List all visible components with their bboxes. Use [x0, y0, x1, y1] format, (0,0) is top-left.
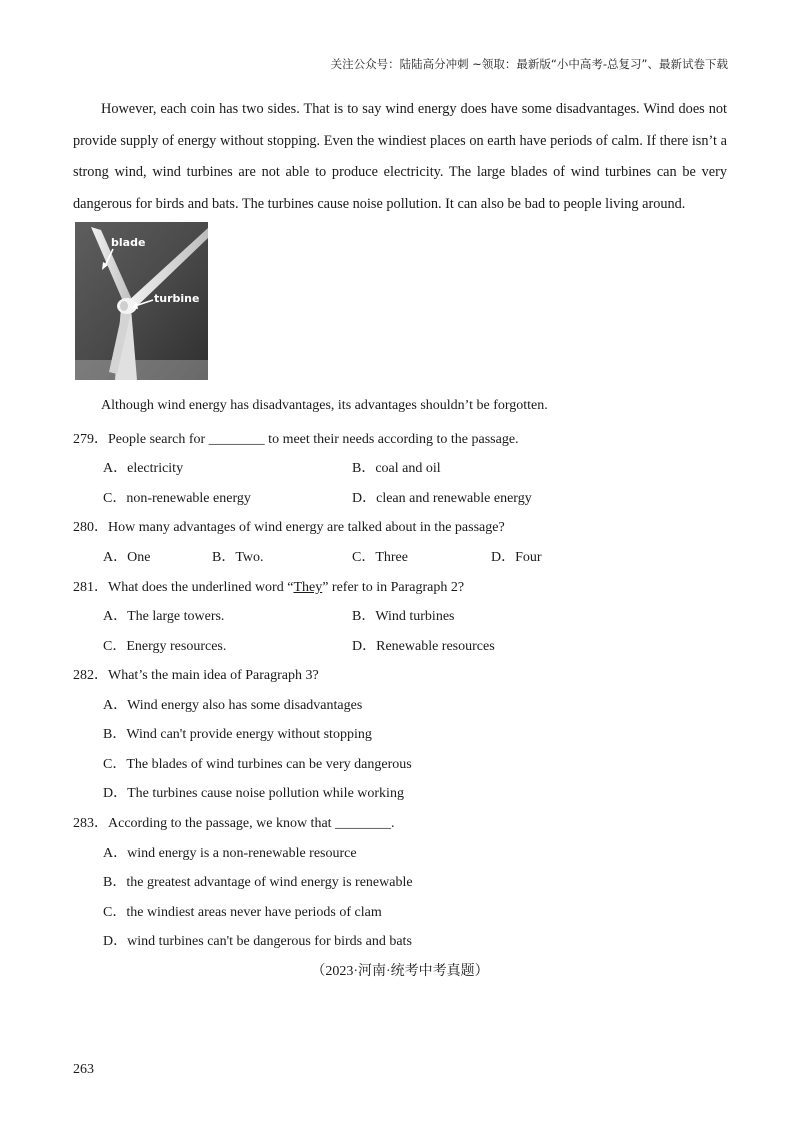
question-280-option-c[interactable]: C．Three — [352, 550, 408, 565]
question-283-option-b[interactable]: B．the greatest advantage of wind energy is renewable — [103, 875, 413, 890]
question-281-option-b[interactable]: B．Wind turbines — [352, 609, 455, 624]
question-279-option-a[interactable]: A．electricity — [103, 461, 184, 476]
question-282-stem: 282．What’s the main idea of Paragraph 3? — [73, 668, 319, 683]
question-281-option-d[interactable]: D．Renewable resources — [352, 639, 495, 654]
question-279-option-b[interactable]: B．coal and oil — [352, 461, 441, 476]
question-280-option-b[interactable]: B．Two. — [212, 550, 264, 565]
question-282-option-d[interactable]: D．The turbines cause noise pollution while working — [103, 786, 404, 801]
question-283-option-a[interactable]: A．wind energy is a non-renewable resource — [103, 846, 357, 861]
question-280-option-a[interactable]: A．One — [103, 550, 151, 565]
question-280-option-d[interactable]: D．Four — [491, 550, 542, 565]
question-281-underlined-word: They — [293, 580, 323, 595]
question-281-stem-pre: 281．What does the underlined word “ — [73, 580, 294, 595]
question-282-option-a[interactable]: A．Wind energy also has some disadvantages — [103, 698, 363, 713]
question-281-stem — [73, 576, 464, 596]
wind-turbine-image — [75, 222, 208, 380]
question-281-option-a[interactable]: A．The large towers. — [103, 609, 225, 624]
question-281-stem-post: ” refer to in Paragraph 2? — [322, 580, 465, 595]
question-280-stem: 280．How many advantages of wind energy are talked about in the passage? — [73, 520, 505, 535]
question-283-option-d[interactable]: D．wind turbines can't be dangerous for birds and bats — [103, 934, 412, 949]
question-283-option-c[interactable]: C．the windiest areas never have periods of clam — [103, 905, 382, 920]
turbine-label: turbine — [154, 292, 200, 305]
passage-text: However, each coin has two sides. That is to say wind energy does have some disadvantages. Wind does not provide supply of energy without stopping. Even the windiest places on earth have periods of calm. If there isn’t a strong wind, wind turbines are not able to produce electricity. The large blades of wind turbines can be very dangerous for birds and bats. The turbines cause noise pollution. It can also be bad to people living around. — [73, 101, 727, 212]
question-283-stem: 283．According to the passage, we know that ________. — [73, 816, 395, 831]
passage-paragraph — [73, 94, 727, 220]
question-279-option-c[interactable]: C．non-renewable energy — [103, 491, 251, 506]
question-282-option-c[interactable]: C．The blades of wind turbines can be very dangerous — [103, 757, 412, 772]
closing-sentence: Although wind energy has disadvantages, its advantages shouldn’t be forgotten. — [101, 398, 548, 413]
source-citation: （2023·河南·统考中考真题） — [311, 964, 489, 979]
question-279-option-d[interactable]: D．clean and renewable energy — [352, 491, 532, 506]
page-header: 关注公众号：陆陆高分冲刺 ~领取：最新版“小中高考-总复习”、最新试卷下载 — [330, 57, 728, 71]
question-282-option-b[interactable]: B．Wind can't provide energy without stopping — [103, 727, 372, 742]
blade-label: blade — [111, 236, 146, 249]
question-281-option-c[interactable]: C．Energy resources. — [103, 639, 227, 654]
page-number: 263 — [73, 1062, 94, 1077]
question-279-stem: 279．People search for ________ to meet their needs according to the passage. — [73, 432, 519, 447]
